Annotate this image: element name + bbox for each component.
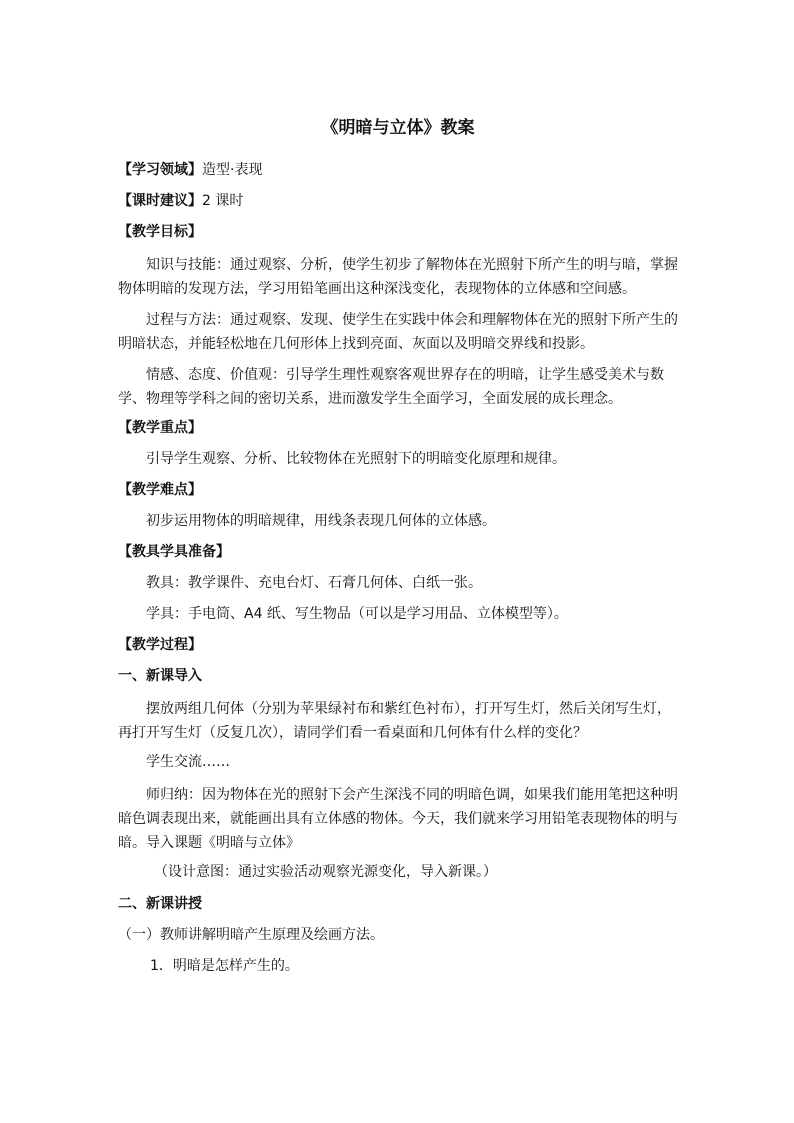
goals-process: 过程与方法：通过观察、发现、使学生在实践中体会和理解物体在光的照射下所产生的明暗状态，并能轻松地在几何形体上找到亮面、灰面以及明暗交界线和投影。	[118, 312, 678, 352]
class-hours-value: 2 课时	[202, 193, 244, 209]
section-1-paragraph-3: 师归纳：因为物体在光的照射下会产生深浅不同的明暗色调，如果我们能用笔把这种明暗色调表现出来，就能画出具有立体感的物体。今天，我们就来学习用铅笔表现物体的明与暗。导入课题《明暗与立体》	[118, 787, 678, 851]
section-1-design-note: （设计意图：通过实验活动观察光源变化，导入新课。）	[154, 864, 497, 880]
class-hours-label: 【课时建议】	[118, 193, 202, 209]
document-content	[118, 116, 678, 976]
section-2-item-1: 1．明暗是怎样产生的。	[150, 958, 299, 974]
goals-knowledge: 知识与技能：通过观察、分析，使学生初步了解物体在光照射下所产生的明与暗，掌握物体明暗的发现方法，学习用铅笔画出这种深浅变化，表现物体的立体感和空间感。	[118, 257, 678, 297]
section-1-heading: 一、新课导入	[118, 668, 202, 684]
class-hours	[118, 191, 678, 211]
goals-emotion: 情感、态度、价值观：引导学生理性观察客观世界存在的明暗，让学生感受美术与数学、物理等学科之间的密切关系，进而激发学生全面学习，全面发展的成长理念。	[118, 367, 664, 407]
goals-heading: 【教学目标】	[118, 224, 202, 240]
tools-heading: 【教具学具准备】	[118, 544, 230, 560]
section-2-heading: 二、新课讲授	[118, 896, 202, 912]
key-points-heading: 【教学重点】	[118, 420, 202, 436]
key-points-text: 引导学生观察、分析、比较物体在光照射下的明暗变化原理和规律。	[146, 451, 566, 467]
tools-student: 学具：手电筒、A4 纸、写生物品（可以是学习用品、立体模型等）。	[146, 606, 568, 622]
page-title: 《明暗与立体》教案	[321, 118, 475, 138]
learning-field-label: 【学习领域】	[118, 162, 202, 178]
learning-field-value: 造型·表现	[202, 162, 263, 178]
section-1-paragraph-2: 学生交流……	[146, 754, 230, 770]
learning-field	[118, 160, 678, 180]
tools-teacher: 教具：教学课件、充电台灯、石膏几何体、白纸一张。	[146, 575, 482, 591]
process-heading: 【教学过程】	[118, 637, 202, 653]
section-1-paragraph-1: 摆放两组几何体（分别为苹果绿衬布和紫红色衬布），打开写生灯，然后关闭写生灯，再打开写生灯（反复几次），请同学们看一看桌面和几何体有什么样的变化？	[118, 701, 671, 741]
difficulty-heading: 【教学难点】	[118, 482, 202, 498]
difficulty-text: 初步运用物体的明暗规律，用线条表现几何体的立体感。	[146, 513, 496, 529]
section-2-subheading: （一）教师讲解明暗产生原理及绘画方法。	[118, 927, 384, 943]
